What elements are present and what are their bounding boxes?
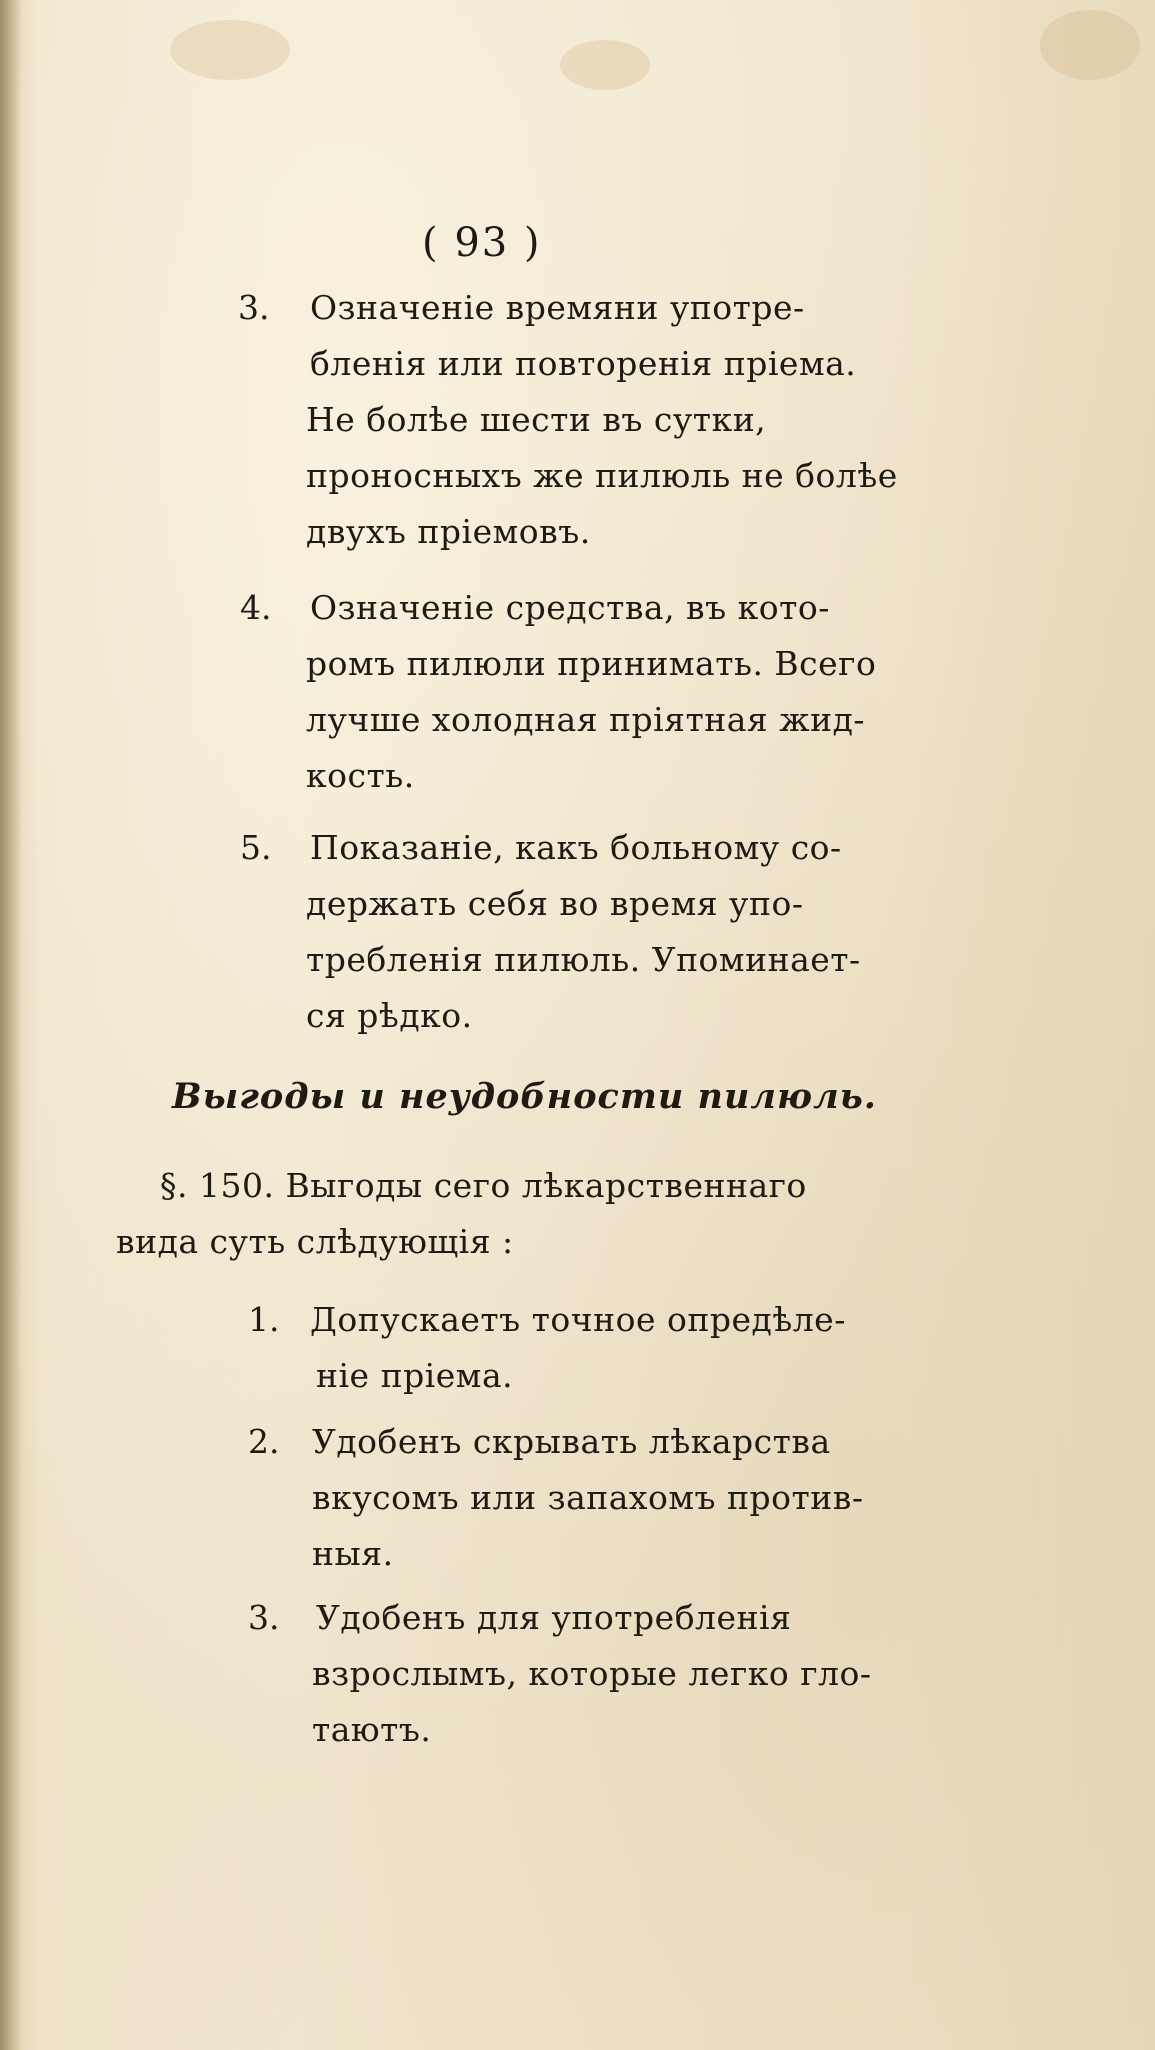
text-line: Означенiе средства, въ кото- — [310, 588, 830, 627]
item-number: 3. — [238, 288, 270, 327]
text-line: требленiя пилюль. Упоминает- — [306, 940, 861, 979]
paragraph-line: §. 150. Выгоды сего лѣкарственнаго — [160, 1166, 807, 1205]
page-gutter-shadow — [0, 0, 22, 2050]
text-line: нiе прiема. — [316, 1356, 514, 1395]
text-line: Показанiе, какъ больному со- — [310, 828, 842, 867]
text-line: Означенiе времяни употре- — [310, 288, 805, 327]
text-line: кость. — [306, 756, 415, 795]
text-line: таютъ. — [312, 1710, 432, 1749]
text-line: ромъ пилюли принимать. Всего — [306, 644, 877, 683]
paper-stain — [560, 40, 650, 90]
text-line: ныя. — [312, 1534, 394, 1573]
text-line: вкусомъ или запахомъ против- — [312, 1478, 864, 1517]
section-heading: Выгоды и неудобности пилюль. — [172, 1076, 877, 1117]
item-number: 2. — [248, 1422, 280, 1461]
paper-stain — [1040, 10, 1140, 80]
item-number: 5. — [240, 828, 272, 867]
text-line: ся рѣдко. — [306, 996, 473, 1035]
text-line: держать себя во время упо- — [306, 884, 804, 923]
item-number: 3. — [248, 1598, 280, 1637]
text-line: Удобенъ для употребленiя — [316, 1598, 792, 1637]
page-number: ( 93 ) — [422, 220, 542, 266]
text-line: Допускаетъ точное опредѣле- — [310, 1300, 846, 1339]
item-number: 4. — [240, 588, 272, 627]
paper-stain — [170, 20, 290, 80]
text-line: проносныхъ же пилюль не болѣе — [306, 456, 898, 495]
text-line: Не болѣе шести въ сутки, — [306, 400, 767, 439]
text-line: бленiя или повторенiя прiема. — [310, 344, 857, 383]
text-line: взрослымъ, которые легко гло- — [312, 1654, 872, 1693]
text-line: двухъ прiемовъ. — [306, 512, 591, 551]
paragraph-line: вида суть слѣдующiя : — [116, 1222, 514, 1261]
text-line: лучше холодная прiятная жид- — [306, 700, 866, 739]
item-number: 1. — [248, 1300, 280, 1339]
text-line: Удобенъ скрывать лѣкарства — [312, 1422, 831, 1461]
